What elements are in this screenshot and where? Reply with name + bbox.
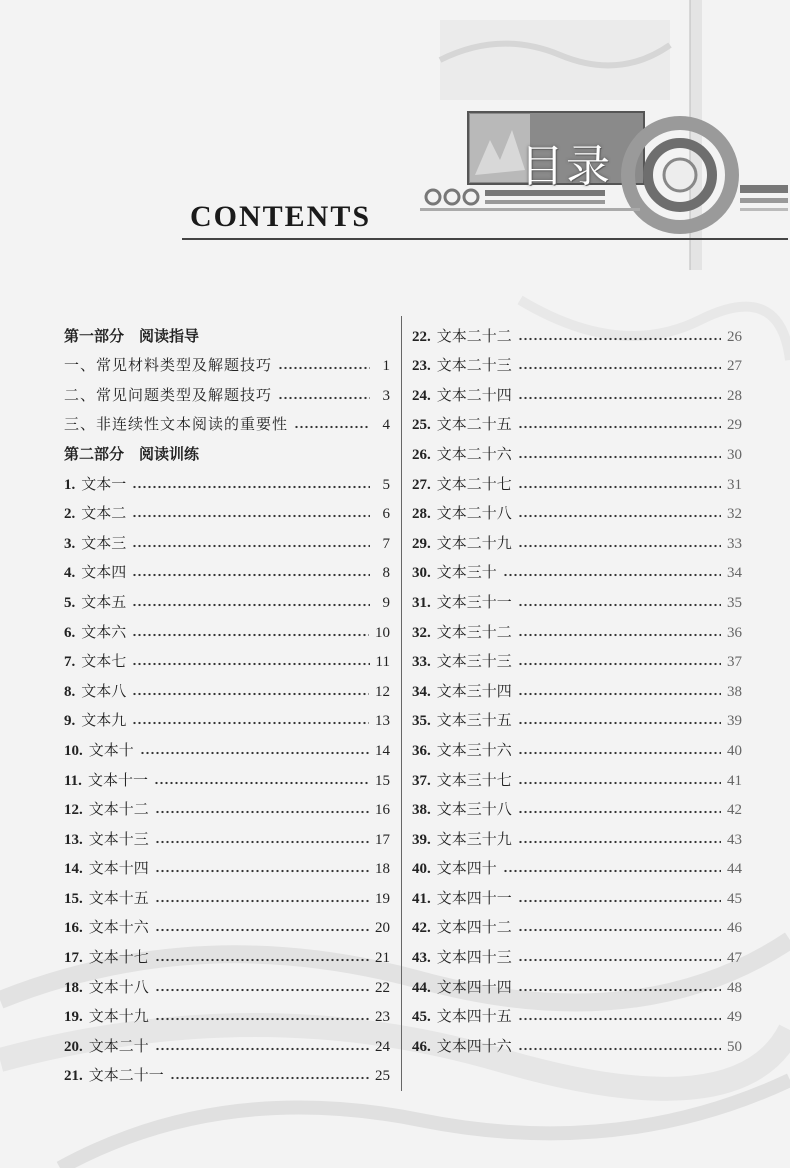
toc-entry[interactable] [64,494,390,524]
toc-page-number: 44 [727,861,742,878]
dot-leader [132,661,369,667]
toc-page-number: 6 [382,506,390,523]
toc-page-number: 26 [727,328,742,345]
dot-leader [518,543,721,549]
toc-entry-number: 29. [412,535,431,552]
toc-right-column [412,316,742,1056]
dot-leader [155,839,369,845]
toc-entry-title: 三、非连续性文本阅读的重要性 [64,415,289,434]
toc-entry-number: 19. [64,1009,83,1026]
toc-entry[interactable] [412,346,742,376]
toc-entry[interactable] [64,405,390,435]
toc-page-number: 16 [375,802,390,819]
toc-entry-number: 26. [412,446,431,463]
toc-page-number: 9 [382,594,390,611]
toc-page-number: 31 [727,476,742,493]
toc-entry[interactable] [412,434,742,464]
toc-page-number: 21 [375,950,390,967]
toc-entry-title: 文本四 [81,563,127,582]
toc-entry[interactable] [64,553,390,583]
toc-entry-number: 3. [64,535,76,552]
dot-leader [132,691,369,697]
toc-entry-number: 27. [412,476,431,493]
toc-entry-number: 25. [412,417,431,434]
toc-entry-number: 4. [64,565,76,582]
toc-page-number: 4 [382,417,390,434]
toc-page-number: 45 [727,890,742,907]
dot-leader [518,336,721,342]
toc-entry-title: 二、常见问题类型及解题技巧 [64,385,273,404]
dot-leader [155,987,369,993]
toc-entry[interactable] [412,1026,742,1056]
toc-entry-title: 文本十 [88,740,134,759]
toc-page-number: 49 [727,1009,742,1026]
toc-entry-title: 文本三十二 [436,622,512,641]
toc-entry-title: 文本三十九 [436,829,512,848]
toc-page-number: 19 [375,890,390,907]
toc-entry-number: 23. [412,358,431,375]
toc-entry-title: 文本三十四 [436,681,512,700]
toc-entry[interactable] [412,790,742,820]
toc-page-number: 22 [375,979,390,996]
dot-leader [155,1046,369,1052]
toc-left-column [64,316,390,1085]
toc-entry[interactable] [412,878,742,908]
toc-entry[interactable] [412,937,742,967]
dot-leader [518,809,721,815]
toc-entry-title: 文本五 [81,592,127,611]
toc-entry-number: 14. [64,861,83,878]
dot-leader [155,1016,369,1022]
toc-page-number: 36 [727,624,742,641]
dot-leader [294,424,370,430]
toc-entry-number: 7. [64,654,76,671]
toc-entry-number: 17. [64,950,83,967]
dot-leader [132,543,370,549]
toc-entry-title: 文本二十一 [88,1066,164,1085]
toc-page-number: 43 [727,831,742,848]
toc-entry[interactable] [64,937,390,967]
toc-entry-title: 文本二十五 [436,415,512,434]
toc-entry-title: 文本三十三 [436,652,512,671]
toc-page-number: 8 [382,565,390,582]
toc-entry[interactable] [64,375,390,405]
dot-leader [503,868,721,874]
dot-leader [132,602,370,608]
toc-page-number: 29 [727,417,742,434]
toc-page-number: 10 [375,624,390,641]
toc-page-number: 17 [375,831,390,848]
toc-entry-number: 28. [412,506,431,523]
toc-entry-title: 文本十六 [88,918,149,937]
toc-entry[interactable] [412,375,742,405]
toc-entry-title: 文本三十五 [436,711,512,730]
dot-leader [518,780,721,786]
toc-page-number: 37 [727,654,742,671]
dot-leader [518,1046,721,1052]
toc-entry-title: 文本三十 [436,563,497,582]
dot-leader [155,898,369,904]
toc-entry-number: 34. [412,683,431,700]
toc-page-number: 47 [727,950,742,967]
dot-leader [503,572,721,578]
toc-entry[interactable] [412,908,742,938]
toc-entry-title: 文本四十五 [436,1007,512,1026]
dot-leader [518,395,721,401]
toc-entry-number: 31. [412,594,431,611]
toc-entry-number: 35. [412,713,431,730]
toc-page-number: 39 [727,713,742,730]
toc-entry[interactable] [64,523,390,553]
toc-entry-title: 文本四十二 [436,918,512,937]
toc-entry-number: 44. [412,979,431,996]
toc-entry[interactable] [412,523,742,553]
toc-entry-title: 文本九 [81,711,127,730]
dot-leader [518,927,721,933]
toc-entry-number: 12. [64,802,83,819]
toc-entry-title: 文本二十 [88,1036,149,1055]
dot-leader [518,365,721,371]
toc-section-heading [64,434,390,464]
toc-entry-number: 42. [412,920,431,937]
toc-entry-title: 文本四十三 [436,948,512,967]
toc-entry-title: 文本二 [81,504,127,523]
toc-entry-title: 文本六 [81,622,127,641]
toc-page-number: 20 [375,920,390,937]
toc-entry[interactable] [412,494,742,524]
toc-page-number: 40 [727,742,742,759]
header-rule [182,238,788,240]
toc-entry[interactable] [64,908,390,938]
toc-entry[interactable] [412,671,742,701]
toc-entry-number: 46. [412,1038,431,1055]
toc-entry-title: 文本十五 [88,888,149,907]
dot-leader [132,484,370,490]
toc-entry[interactable] [412,760,742,790]
toc-page-number: 32 [727,506,742,523]
toc-page-number: 42 [727,802,742,819]
toc-entry-title: 文本二十四 [436,385,512,404]
toc-page-number: 35 [727,594,742,611]
toc-page-number: 7 [382,535,390,552]
toc-entry-title: 文本一 [81,474,127,493]
toc-page-number: 1 [382,358,390,375]
toc-page-number: 27 [727,358,742,375]
toc-entry[interactable] [412,967,742,997]
toc-entry-number: 9. [64,713,76,730]
toc-page-number: 46 [727,920,742,937]
toc-entry-number: 41. [412,890,431,907]
dot-leader [518,839,721,845]
section-title: 第二部分 阅读训练 [64,444,200,463]
toc-entry[interactable] [64,582,390,612]
toc-entry-title: 文本四十四 [436,977,512,996]
dot-leader [278,365,370,371]
dot-leader [518,632,721,638]
toc-section-heading [64,316,390,346]
toc-entry[interactable] [412,819,742,849]
toc-page-number: 3 [382,387,390,404]
toc-entry[interactable] [412,316,742,346]
toc-page-number: 13 [375,713,390,730]
toc-entry[interactable] [412,701,742,731]
dot-leader [518,720,721,726]
toc-entry-number: 18. [64,979,83,996]
toc-entry-title: 文本二十八 [436,504,512,523]
toc-entry[interactable] [64,701,390,731]
toc-entry[interactable] [412,582,742,612]
toc-entry-title: 文本二十九 [436,533,512,552]
toc-entry-number: 2. [64,506,76,523]
toc-page-number: 48 [727,979,742,996]
dot-leader [518,750,721,756]
toc-page-number: 28 [727,387,742,404]
toc-entry[interactable] [412,642,742,672]
toc-entry-title: 文本十二 [88,800,149,819]
toc-entry-number: 43. [412,950,431,967]
toc-entry[interactable] [64,849,390,879]
dot-leader [170,1075,369,1081]
toc-entry-title: 文本二十七 [436,474,512,493]
toc-page-number: 11 [375,654,390,671]
toc-entry-number: 40. [412,861,431,878]
toc-entry[interactable] [412,405,742,435]
dot-leader [518,424,721,430]
toc-entry[interactable] [64,760,390,790]
dot-leader [132,632,369,638]
toc-entry-title: 文本二十二 [436,326,512,345]
dot-leader [140,750,369,756]
toc-entry[interactable] [64,730,390,760]
toc-page-number: 33 [727,535,742,552]
dot-leader [155,809,369,815]
toc-entry-number: 20. [64,1038,83,1055]
dot-leader [132,720,369,726]
toc-entry-number: 39. [412,831,431,848]
toc-entry-title: 文本十四 [88,859,149,878]
dot-leader [518,1016,721,1022]
toc-entry[interactable] [64,464,390,494]
toc-entry[interactable] [64,819,390,849]
toc-entry[interactable] [412,464,742,494]
toc-page-number: 30 [727,446,742,463]
toc-entry-title: 文本十三 [88,829,149,848]
toc-entry-title: 文本三十六 [436,740,512,759]
toc-entry[interactable] [412,997,742,1027]
toc-entry-title: 文本七 [81,652,127,671]
toc-page-number: 50 [727,1038,742,1055]
toc-entry-number: 10. [64,742,83,759]
dot-leader [518,661,721,667]
toc-entry[interactable] [412,612,742,642]
toc-page-number: 15 [375,772,390,789]
toc-entry-number: 45. [412,1009,431,1026]
toc-entry[interactable] [64,878,390,908]
toc-entry-number: 5. [64,594,76,611]
toc-entry-number: 37. [412,772,431,789]
dot-leader [518,484,721,490]
toc-entry[interactable] [64,1026,390,1056]
dot-leader [154,780,369,786]
toc-entry-number: 22. [412,328,431,345]
dot-leader [155,957,369,963]
toc-page-number: 14 [375,742,390,759]
toc-entry-title: 文本四十六 [436,1036,512,1055]
toc-page-number: 41 [727,772,742,789]
toc-entry[interactable] [412,849,742,879]
dot-leader [278,395,370,401]
toc-entry-title: 文本三十七 [436,770,512,789]
toc-entry-title: 文本十八 [88,977,149,996]
toc-entry[interactable] [412,553,742,583]
toc-entry-number: 1. [64,476,76,493]
dot-leader [518,602,721,608]
toc-entry-title: 文本三十一 [436,592,512,611]
dot-leader [518,691,721,697]
toc-entry-number: 36. [412,742,431,759]
dot-leader [518,454,721,460]
toc-page-number: 38 [727,683,742,700]
dot-leader [132,513,370,519]
toc-entry[interactable] [64,671,390,701]
toc-entry-number: 16. [64,920,83,937]
toc-entry-number: 11. [64,772,82,789]
toc-page-number: 23 [375,1009,390,1026]
toc-page-number: 5 [382,476,390,493]
dot-leader [132,572,370,578]
toc-entry-title: 文本四十 [436,859,497,878]
toc-page-number: 25 [375,1068,390,1085]
toc-entry-number: 32. [412,624,431,641]
toc-page-number: 12 [375,683,390,700]
section-title: 第一部分 阅读指导 [64,326,200,345]
toc-entry-number: 13. [64,831,83,848]
toc-entry-number: 15. [64,890,83,907]
toc-entry-number: 21. [64,1068,83,1085]
toc-entry[interactable] [64,642,390,672]
dot-leader [155,927,369,933]
toc-entry-title: 一、常见材料类型及解题技巧 [64,356,273,375]
toc-entry[interactable] [412,730,742,760]
dot-leader [155,868,369,874]
page-title: CONTENTS [190,200,372,233]
toc-entry-title: 文本二十六 [436,444,512,463]
toc-entry-title: 文本三 [81,533,127,552]
toc-entry-number: 8. [64,683,76,700]
dot-leader [518,957,721,963]
toc-page-number: 24 [375,1038,390,1055]
toc-entry[interactable] [64,346,390,376]
toc-entry-number: 30. [412,565,431,582]
toc-entry-number: 6. [64,624,76,641]
toc-entry[interactable] [64,1056,390,1086]
toc-entry-title: 文本八 [81,681,127,700]
toc-entry-title: 文本二十三 [436,356,512,375]
toc-entry-title: 文本三十八 [436,800,512,819]
toc-entry-title: 文本四十一 [436,888,512,907]
toc-entry-number: 24. [412,387,431,404]
toc-entry-number: 33. [412,654,431,671]
toc-entry[interactable] [64,967,390,997]
toc-entry[interactable] [64,612,390,642]
column-divider [401,316,402,1091]
toc-entry-title: 文本十九 [88,1007,149,1026]
toc-entry[interactable] [64,997,390,1027]
toc-page-number: 18 [375,861,390,878]
dot-leader [518,987,721,993]
dot-leader [518,513,721,519]
toc-entry-number: 38. [412,802,431,819]
logo-text: 目录 [520,141,612,192]
toc-entry[interactable] [64,790,390,820]
toc-entry-title: 文本十一 [87,770,148,789]
dot-leader [518,898,721,904]
toc-page-number: 34 [727,565,742,582]
toc-entry-title: 文本十七 [88,948,149,967]
